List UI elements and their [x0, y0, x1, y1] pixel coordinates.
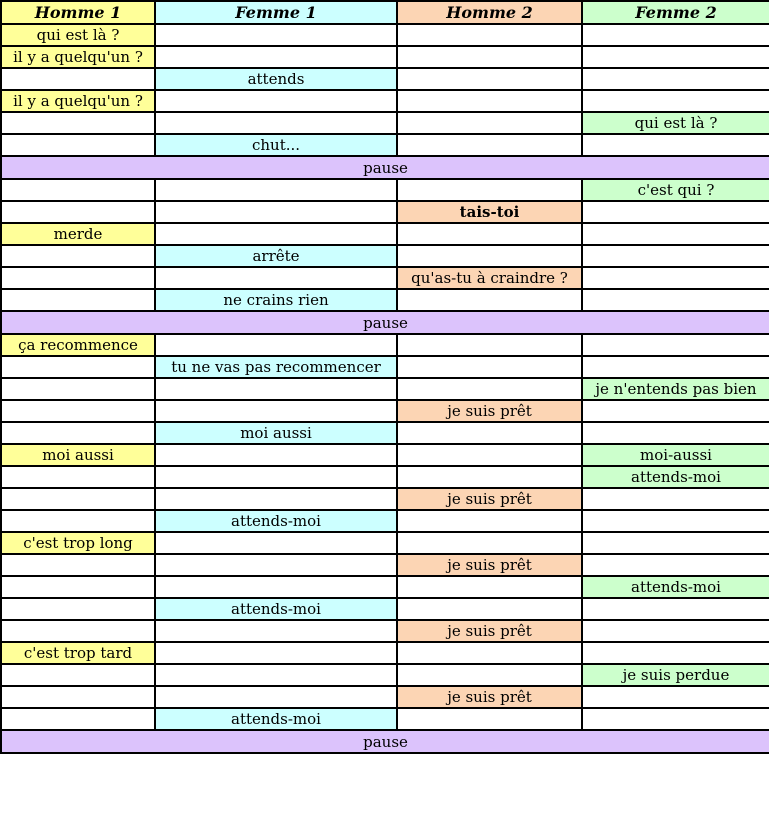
table-row	[1, 179, 769, 201]
header-row	[1, 1, 769, 24]
empty-cell	[397, 68, 582, 90]
line-homme-1: c'est trop long	[1, 532, 155, 554]
empty-cell	[1, 267, 155, 289]
line-femme-2: attends-moi	[582, 466, 769, 488]
line-homme-1: moi aussi	[1, 444, 155, 466]
empty-cell	[582, 245, 769, 267]
empty-cell	[1, 554, 155, 576]
empty-cell	[582, 686, 769, 708]
empty-cell	[397, 576, 582, 598]
empty-cell	[155, 686, 397, 708]
table-row	[1, 68, 769, 90]
table-row	[1, 598, 769, 620]
empty-cell	[155, 201, 397, 223]
line-homme-2: je suis prêt	[397, 488, 582, 510]
line-femme-2: je suis perdue	[582, 664, 769, 686]
empty-cell	[397, 466, 582, 488]
empty-cell	[582, 708, 769, 730]
table-row	[1, 686, 769, 708]
empty-cell	[1, 378, 155, 400]
table-row	[1, 554, 769, 576]
line-homme-2: je suis prêt	[397, 400, 582, 422]
empty-cell	[155, 620, 397, 642]
table-row	[1, 576, 769, 598]
line-homme-2: je suis prêt	[397, 686, 582, 708]
empty-cell	[582, 598, 769, 620]
line-femme-2: je n'entends pas bien	[582, 378, 769, 400]
pause-cell: pause	[1, 730, 769, 753]
table-row	[1, 46, 769, 68]
table-row	[1, 664, 769, 686]
empty-cell	[1, 488, 155, 510]
line-femme-1: attends-moi	[155, 598, 397, 620]
table-row	[1, 422, 769, 444]
empty-cell	[397, 179, 582, 201]
empty-cell	[1, 598, 155, 620]
empty-cell	[582, 400, 769, 422]
table-row	[1, 267, 769, 289]
empty-cell	[155, 334, 397, 356]
table-row	[1, 134, 769, 156]
pause-cell: pause	[1, 311, 769, 334]
line-homme-1: qui est là ?	[1, 24, 155, 46]
empty-cell	[1, 422, 155, 444]
empty-cell	[582, 134, 769, 156]
empty-cell	[397, 510, 582, 532]
table-row	[1, 245, 769, 267]
empty-cell	[1, 245, 155, 267]
empty-cell	[1, 466, 155, 488]
empty-cell	[397, 334, 582, 356]
empty-cell	[582, 488, 769, 510]
empty-cell	[155, 179, 397, 201]
header-femme-1: Femme 1	[155, 1, 397, 24]
table-row	[1, 356, 769, 378]
empty-cell	[1, 201, 155, 223]
empty-cell	[397, 664, 582, 686]
line-homme-2: tais-toi	[397, 201, 582, 223]
line-homme-1: il y a quelqu'un ?	[1, 46, 155, 68]
table-row	[1, 112, 769, 134]
line-homme-2: je suis prêt	[397, 620, 582, 642]
empty-cell	[1, 576, 155, 598]
empty-cell	[155, 488, 397, 510]
line-femme-1: arrête	[155, 245, 397, 267]
empty-cell	[1, 686, 155, 708]
line-femme-2: qui est là ?	[582, 112, 769, 134]
table-row	[1, 510, 769, 532]
line-femme-1: chut...	[155, 134, 397, 156]
line-femme-1: attends	[155, 68, 397, 90]
empty-cell	[582, 90, 769, 112]
empty-cell	[582, 46, 769, 68]
empty-cell	[582, 223, 769, 245]
empty-cell	[1, 664, 155, 686]
empty-cell	[155, 532, 397, 554]
empty-cell	[582, 267, 769, 289]
table-row	[1, 223, 769, 245]
empty-cell	[582, 289, 769, 311]
empty-cell	[582, 554, 769, 576]
table-row	[1, 466, 769, 488]
line-femme-2: moi-aussi	[582, 444, 769, 466]
empty-cell	[155, 46, 397, 68]
empty-cell	[582, 68, 769, 90]
empty-cell	[582, 356, 769, 378]
table-row	[1, 201, 769, 223]
table-row	[1, 334, 769, 356]
empty-cell	[582, 201, 769, 223]
empty-cell	[397, 46, 582, 68]
empty-cell	[397, 422, 582, 444]
empty-cell	[582, 334, 769, 356]
empty-cell	[1, 134, 155, 156]
pause-row	[1, 311, 769, 334]
line-femme-2: c'est qui ?	[582, 179, 769, 201]
table-row	[1, 708, 769, 730]
empty-cell	[582, 422, 769, 444]
empty-cell	[155, 642, 397, 664]
empty-cell	[1, 708, 155, 730]
table-row	[1, 378, 769, 400]
table-row	[1, 642, 769, 664]
empty-cell	[397, 642, 582, 664]
line-femme-1: attends-moi	[155, 708, 397, 730]
line-femme-2: attends-moi	[582, 576, 769, 598]
empty-cell	[155, 400, 397, 422]
empty-cell	[397, 223, 582, 245]
pause-row	[1, 156, 769, 179]
table-row	[1, 444, 769, 466]
empty-cell	[1, 620, 155, 642]
empty-cell	[1, 400, 155, 422]
empty-cell	[155, 466, 397, 488]
line-homme-2: qu'as-tu à craindre ?	[397, 267, 582, 289]
empty-cell	[1, 179, 155, 201]
empty-cell	[155, 554, 397, 576]
line-homme-1: il y a quelqu'un ?	[1, 90, 155, 112]
line-homme-1: c'est trop tard	[1, 642, 155, 664]
table-row	[1, 488, 769, 510]
line-femme-1: tu ne vas pas recommencer	[155, 356, 397, 378]
empty-cell	[397, 356, 582, 378]
empty-cell	[582, 510, 769, 532]
empty-cell	[397, 708, 582, 730]
empty-cell	[1, 510, 155, 532]
empty-cell	[1, 68, 155, 90]
empty-cell	[397, 532, 582, 554]
empty-cell	[155, 378, 397, 400]
table-row	[1, 532, 769, 554]
line-femme-1: attends-moi	[155, 510, 397, 532]
line-homme-1: ça recommence	[1, 334, 155, 356]
table-row	[1, 400, 769, 422]
table-row	[1, 24, 769, 46]
header-femme-2: Femme 2	[582, 1, 769, 24]
header-homme-2: Homme 2	[397, 1, 582, 24]
pause-cell: pause	[1, 156, 769, 179]
empty-cell	[155, 223, 397, 245]
empty-cell	[582, 620, 769, 642]
line-femme-1: ne crains rien	[155, 289, 397, 311]
empty-cell	[155, 267, 397, 289]
empty-cell	[155, 90, 397, 112]
empty-cell	[397, 112, 582, 134]
empty-cell	[155, 112, 397, 134]
empty-cell	[1, 112, 155, 134]
empty-cell	[155, 24, 397, 46]
empty-cell	[582, 532, 769, 554]
empty-cell	[1, 289, 155, 311]
empty-cell	[397, 90, 582, 112]
empty-cell	[397, 245, 582, 267]
header-homme-1: Homme 1	[1, 1, 155, 24]
empty-cell	[582, 24, 769, 46]
empty-cell	[155, 664, 397, 686]
empty-cell	[1, 356, 155, 378]
table-row	[1, 90, 769, 112]
line-homme-2: je suis prêt	[397, 554, 582, 576]
table-row	[1, 620, 769, 642]
empty-cell	[397, 24, 582, 46]
line-femme-1: moi aussi	[155, 422, 397, 444]
table-row	[1, 289, 769, 311]
empty-cell	[155, 444, 397, 466]
empty-cell	[582, 642, 769, 664]
empty-cell	[155, 576, 397, 598]
empty-cell	[397, 598, 582, 620]
line-homme-1: merde	[1, 223, 155, 245]
dialogue-body	[1, 24, 769, 753]
pause-row	[1, 730, 769, 753]
empty-cell	[397, 134, 582, 156]
empty-cell	[397, 289, 582, 311]
empty-cell	[397, 378, 582, 400]
empty-cell	[397, 444, 582, 466]
